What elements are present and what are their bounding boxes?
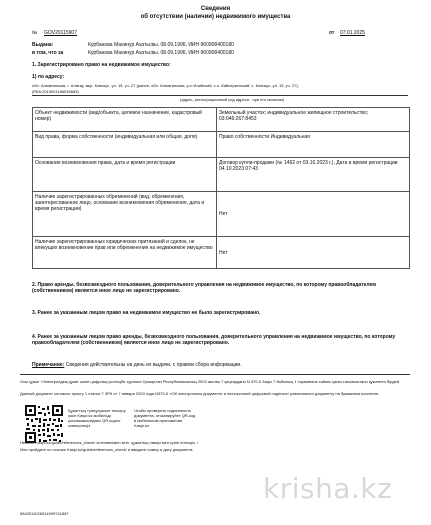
footer-ru-text: Данный документ согласно пункту 1 статьи 7 ЗРК от 7 января 2003 года N370-II «Об электронном документе и электронной цифровой подписи» равнозначен документу на бумажном носителе. xyxy=(20,391,380,396)
section2-text: 2. Право аренды, безвозмездного пользования, доверительного управления на недвижимое имущество, по которому правообладателем (собственником) является иное лицо не зарегистрировано. xyxy=(32,282,376,294)
section1-title: 1. Зарегистрировано право на недвижимое имущество: xyxy=(32,62,171,68)
document-subtitle: об отсутствии (наличии) недвижимого имущества xyxy=(140,14,291,20)
issued-label: Выдана: xyxy=(32,42,54,48)
table-cell-value: Договор купли-продажи (№ 1462 от 03.10.2023 г.), Дата и время регистрации 04.10.2023 07:43 xyxy=(217,158,410,192)
table-cell-label: Объект недвижимости (вид/объекта, целевое назначение, кадастровый номер) xyxy=(33,108,217,132)
table-cell-value: Нет xyxy=(217,237,410,269)
qr-caption-ru: Чтобы проверить подлинность документа, отсканируйте QR-код в мобильном приложении Kaspi.kz xyxy=(134,408,196,428)
note-text: Сведения действительны на день их выдачи, с правом сбора информации. xyxy=(65,362,242,368)
table-row xyxy=(33,192,410,237)
table-row xyxy=(33,108,410,132)
doc-date-label: от xyxy=(329,30,335,36)
qr-caption-kz: Құжаттың түпнұсқасын тексеру үшін Kaspi.kz мобильді қосымшасындағы QR-кодты сканерлеңіз xyxy=(68,408,126,428)
address-line-2: (РКА:2019001186039663) xyxy=(32,89,79,94)
table-cell-value: Право собственности Индивидуальная xyxy=(217,132,410,158)
table-cell-label: Наличие зарегистрированных обременений (вид, обременения, заинтересованное лицо, основание возникновения обременения, дата и время регистрации) xyxy=(33,192,217,237)
doc-number: GOV29115907 xyxy=(44,30,77,36)
issued-value-2: Курбанова Махинур Ахатьсвы, 08.09.1996, ИИН 960908400180 xyxy=(88,50,234,56)
doc-date: 07.01.2025 xyxy=(340,30,366,36)
table-cell-value: Нет xyxy=(217,192,410,237)
section3-text: 3. Ранее за указанным лицом право на недвижимое имущество не было зарегистрировано. xyxy=(32,310,261,316)
note-label: Примечание: xyxy=(32,362,65,368)
footer-link-kz: Немесе Kaspi.kz/guide/references_check/ сілтемесімен өтіп, құжаттың нөмірі мен күнін енгізіңіз. / xyxy=(20,440,199,445)
table-row xyxy=(33,237,410,269)
address-caption: (адрес, регистрационный код адреса - при его наличии) xyxy=(180,97,285,102)
table-cell-label: Основание возникновения права, дата и время регистрации xyxy=(33,158,217,192)
barcode-number: 6642511026914099741887 xyxy=(20,511,69,516)
issued-value: Курбанова Махинур Ахатьсвы, 08.09.1996, ИИН 960908400180 xyxy=(88,42,234,48)
table-cell-label: Наличие зарегистрированных юридических притязаний и сделок, не влекущих возникновение прав или обременения на недвижимое имущество xyxy=(33,237,217,269)
footer-divider xyxy=(20,374,410,375)
doc-number-label: № xyxy=(32,30,38,36)
table-cell-value: Земельный участок; индивидуальное жилищное строительство; 03:046:267:8453 xyxy=(217,108,410,132)
issued-label-2: в том, что за xyxy=(32,50,64,56)
note xyxy=(32,362,242,368)
table-cell-label: Вид права, форма собственности (индивидуальная или общая, доля) xyxy=(33,132,217,158)
watermark: krisha.kz xyxy=(263,472,393,505)
section4-text: 4. Ранее за указанным лицом право аренды, безвозмездного пользования, доверительного управления на недвижимое имущество, по которому правообладателем (собственником) является иное лицо не зарегистрировано. xyxy=(32,334,396,346)
address-line-1: обл. Алматинская, г. Алатау, мкр. Коянкус, ул. 15, уч. 27 (ранее: обл. Алматинская, р-н Илийский, с.о. Байсеркенский, с. Коянкус, ул. 15, уч. 27), xyxy=(32,83,299,88)
property-table xyxy=(32,107,410,269)
footer-kz-text: Осы құжат «Электрондық құжат және цифрлық қолтаңба туралы» Қазақстан Республикасының 2003 жылғы 7 қаңтардағы N 370-II Заңы 7 бабының 1 тармағына сәйкес қағаз тасығыштағы құжатпен бірдей. xyxy=(20,379,401,384)
table-row xyxy=(33,132,410,158)
qr-code xyxy=(24,404,64,444)
table-row xyxy=(33,158,410,192)
footer-link-ru: Или пройдите по ссылке Kaspi.kz/guide/references_check/ и введите номер и дату документа. xyxy=(20,447,194,452)
document-title: Сведения xyxy=(200,6,231,12)
address-underline xyxy=(32,95,408,96)
address-title: 1) по адресу: xyxy=(32,74,65,80)
qr-code-graphic xyxy=(24,404,64,444)
